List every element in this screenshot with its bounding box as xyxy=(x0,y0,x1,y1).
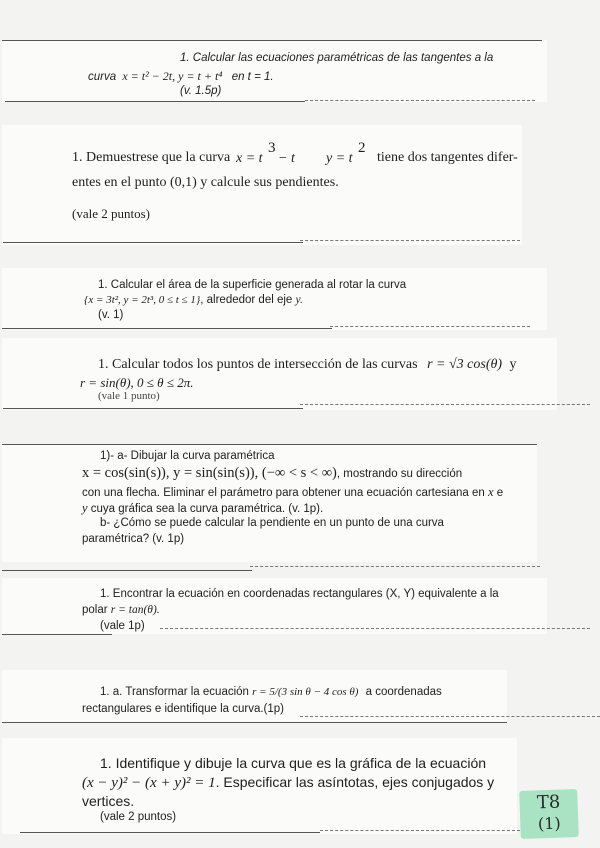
cut-line xyxy=(3,408,303,409)
q5-line6: paramétrica? (v. 1p) xyxy=(82,533,185,545)
q1-score: (v. 1.5p) xyxy=(180,85,222,97)
q5-line2 xyxy=(82,465,462,482)
q5-line3 xyxy=(82,485,503,500)
q1-line2 xyxy=(88,69,274,84)
q3-score: (v. 1) xyxy=(98,309,124,321)
cut-line xyxy=(2,634,112,635)
q5-and: e xyxy=(496,487,504,499)
q8-score: (vale 2 puntos) xyxy=(100,811,177,823)
q7-line1 xyxy=(100,686,442,698)
q1-line1: 1. Calcular las ecuaciones paramétricas de las tangentes a la xyxy=(180,52,494,64)
q8-math: (x − y)² − (x + y)² = 1 xyxy=(82,775,216,791)
stamp-code: T8 xyxy=(536,791,561,814)
cut-line xyxy=(160,628,590,629)
q6-math: r = tan(θ). xyxy=(110,604,160,616)
q4-text: 1. Calcular todos los puntos de intersección de las curvas xyxy=(98,357,418,372)
q3-line1: 1. Calcular el área de la superficie generada al rotar la curva xyxy=(98,279,407,291)
q5-direction: , mostrando su dirección xyxy=(336,468,463,480)
q2-x-equation: x = t xyxy=(236,151,263,166)
q3-axis-text: , alrededor del eje xyxy=(200,294,293,306)
q1-math: x = t² − 2t, y = t + t⁴ xyxy=(122,69,223,83)
q2-y-exponent: 2 xyxy=(358,140,366,156)
cut-line xyxy=(250,566,540,567)
q6-polar-label: polar xyxy=(82,604,108,616)
q2-prefix: 1. Demuestrese que la curva xyxy=(72,150,231,165)
q8-specify: . Especificar las asíntotas, ejes conjugados y xyxy=(215,774,495,790)
q5-var-x: x xyxy=(487,485,494,499)
stamp-page: (1) xyxy=(537,813,561,834)
q4-score: (vale 1 punto) xyxy=(98,390,160,402)
q4-strip xyxy=(2,338,557,410)
q8-line3: vertices. xyxy=(82,793,135,809)
cut-line xyxy=(2,40,542,41)
cut-line xyxy=(300,240,520,241)
cut-line xyxy=(3,242,303,243)
q6-line2 xyxy=(82,604,160,616)
cut-line xyxy=(330,326,530,327)
q2-x-tail: − t xyxy=(278,151,295,166)
q4-conj: y xyxy=(509,357,517,372)
q7-line2: rectangulares e identifique la curva.(1p) xyxy=(82,703,285,715)
q4-curve1: r = √3 cos(θ) xyxy=(427,357,503,372)
q2-x-exponent: 3 xyxy=(268,140,276,156)
q4-line1 xyxy=(98,357,517,373)
q3-math: {x = 3t², y = 2t³, 0 ≤ t ≤ 1} xyxy=(84,294,201,306)
q5-graph: cuya gráfica sea la curva paramétrica. (v. 1p). xyxy=(90,503,324,515)
cut-line xyxy=(5,101,305,102)
q1-curve-label: curva xyxy=(88,71,117,83)
q2-suffix: tiene dos tangentes difer- xyxy=(377,150,518,165)
q5-line4 xyxy=(82,501,323,516)
q1-strip xyxy=(2,40,547,102)
q7-math: r = 5/(3 sin θ − 4 cos θ) xyxy=(252,686,359,698)
cut-line xyxy=(300,716,600,717)
q8-line1: 1. Identifique y dibuje la curva que es la gráfica de la ecuación xyxy=(100,755,487,771)
q8-line2 xyxy=(82,774,494,792)
cut-line xyxy=(20,832,320,833)
cut-line xyxy=(2,328,332,329)
q3-line2 xyxy=(84,294,303,306)
cut-line xyxy=(2,722,507,723)
q4-line2: r = sin(θ), 0 ≤ θ ≤ 2π. xyxy=(80,375,194,390)
q5-eliminate: con una flecha. Eliminar el parámetro para obtener una ecuación cartesiana en xyxy=(82,487,485,499)
q6-line1: 1. Encontrar la ecuación en coordenadas rectangulares (X, Y) equivalente a la xyxy=(100,588,499,600)
q2-score: (vale 2 puntos) xyxy=(72,206,150,221)
q3-axis: y. xyxy=(295,294,303,306)
q5-math: x = cos(sin(s)), y = sin(sin(s)), (−∞ < s < ∞) xyxy=(82,465,337,481)
q7-coords: a coordenadas xyxy=(365,686,442,698)
q5-line5: b- ¿Cómo se puede calcular la pendiente en un punto de una curva xyxy=(100,517,444,529)
q2-y-equation: y = t xyxy=(326,151,353,166)
q5-line1: 1)- a- Dibujar la curva paramétrica xyxy=(100,450,275,462)
q2-line2: entes en el punto (0,1) y calcule sus pendientes. xyxy=(72,175,339,190)
cut-line xyxy=(320,830,520,831)
q5-var-y: y xyxy=(82,501,88,515)
cut-line xyxy=(300,404,590,405)
q6-score: (vale 1p) xyxy=(100,620,145,632)
cut-line xyxy=(2,444,537,445)
cut-line xyxy=(305,100,535,101)
cut-line xyxy=(2,570,252,571)
q1-point: en t = 1. xyxy=(231,71,274,83)
page-stamp xyxy=(519,789,579,839)
q7-transform: 1. a. Transformar la ecuación xyxy=(100,686,249,698)
